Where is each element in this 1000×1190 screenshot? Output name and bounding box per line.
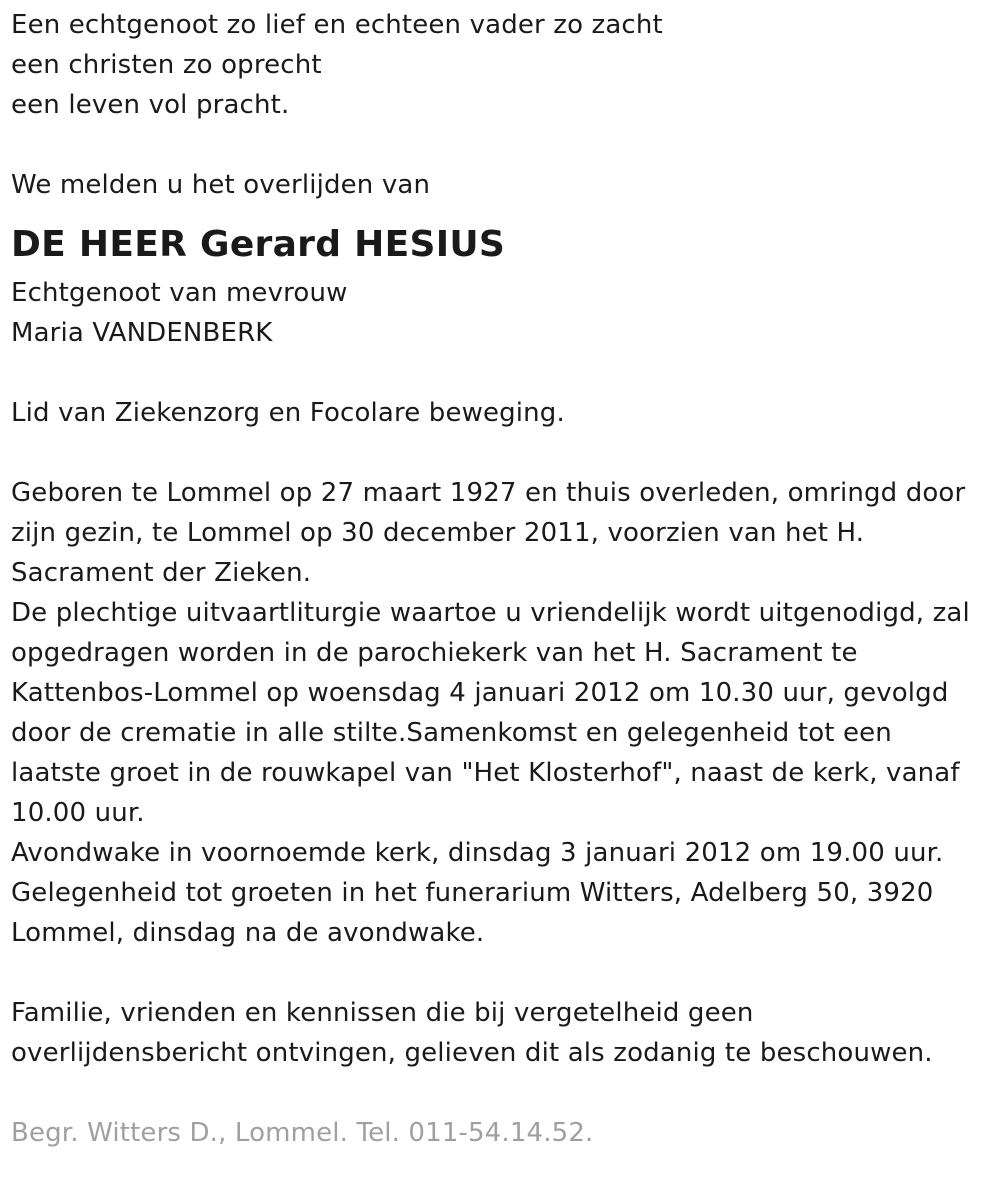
spacer [11,1073,996,1113]
poem [11,5,996,125]
spouse-block [11,273,996,353]
details-line: Kattenbos-Lommel op woensdag 4 januari 2012 om 10.30 uur, gevolgd [11,678,949,708]
details-line: 10.00 uur. [11,798,145,828]
spacer [11,953,996,993]
details-line: Avondwake in voornoemde kerk, dinsdag 3 januari 2012 om 19.00 uur. [11,838,944,868]
membership-text: Lid van Ziekenzorg en Focolare beweging. [11,398,565,428]
details-line: Lommel, dinsdag na de avondwake. [11,918,485,948]
details-block [11,473,996,953]
closing-block [11,993,996,1073]
details-line: laatste groet in de rouwkapel van "Het Klosterhof", naast de kerk, vanaf [11,758,960,788]
closing-line: Familie, vrienden en kennissen die bij vergetelheid geen [11,998,754,1028]
details-line: zijn gezin, te Lommel op 30 december 2011, voorzien van het H. [11,518,865,548]
intro-text: We melden u het overlijden van [11,170,431,200]
spouse-line: Echtgenoot van mevrouw [11,278,348,308]
poem-line: Een echtgenoot zo lief en echteen vader zo zacht [11,10,663,40]
spacer [11,353,996,393]
details-line: Geboren te Lommel op 27 maart 1927 en thuis overleden, omringd door [11,478,966,508]
spouse-line: Maria VANDENBERK [11,318,273,348]
closing-line: overlijdensbericht ontvingen, gelieven dit als zodanig te beschouwen. [11,1038,933,1068]
spacer [11,433,996,473]
poem-line: een christen zo oprecht [11,50,322,80]
details-line: De plechtige uitvaartliturgie waartoe u vriendelijk wordt uitgenodigd, zal [11,598,970,628]
details-line: Sacrament der Zieken. [11,558,312,588]
details-line: opgedragen worden in de parochiekerk van het H. Sacrament te [11,638,858,668]
details-line: door de crematie in alle stilte.Samenkomst en gelegenheid tot een [11,718,892,748]
details-line: Gelegenheid tot groeten in het funerarium Witters, Adelberg 50, 3920 [11,878,934,908]
spacer [11,125,996,165]
deceased-name: DE HEER Gerard HESIUS [11,224,506,265]
death-notice [11,5,996,1153]
undertaker-footer: Begr. Witters D., Lommel. Tel. 011-54.14.52. [11,1118,594,1148]
poem-line: een leven vol pracht. [11,90,290,120]
